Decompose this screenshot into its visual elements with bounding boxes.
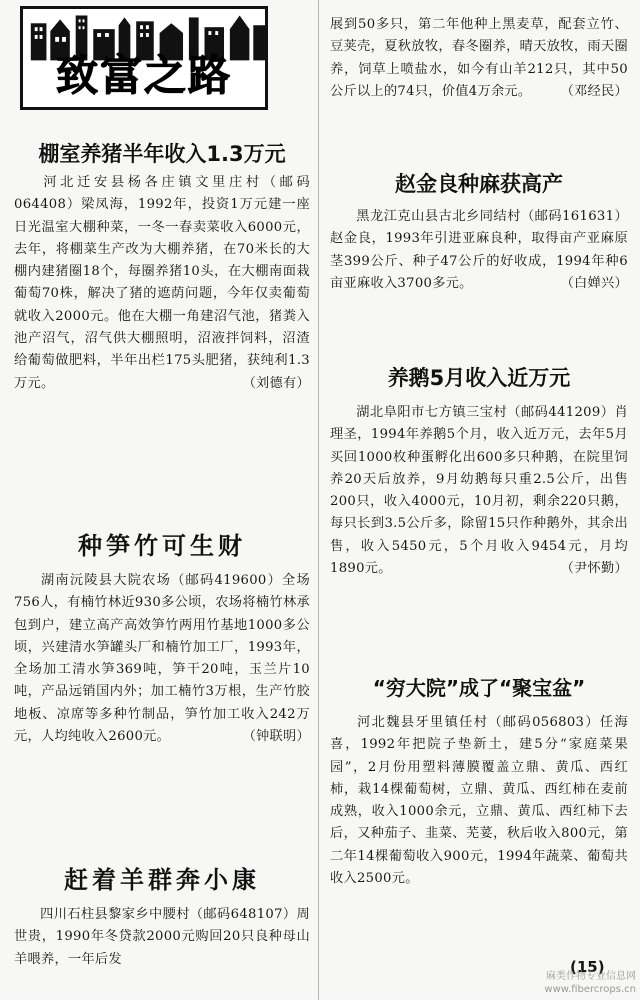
- article-text: 河北魏县牙里镇任村（邮码056803）任海喜，1992年把院子垫新土，建5分“家庭菜果园”，2月份用塑料薄膜覆盖立鼎、黄瓜、西红柿，栽14棵葡萄树，立鼎、黄瓜、西红柿在麦前成熟，收入1000余元，立鼎、黄瓜、西红柿下去后，又种茄子、韭菜、芜荽，秋后收入800元，第二年14棵葡萄收入900元，1994年蔬菜、葡萄共收入2500元。: [330, 715, 628, 887]
- article-byline: （刘德有）: [242, 375, 310, 391]
- article-body: [330, 206, 628, 295]
- article-headline: “穷大院”成了“聚宝盆”: [372, 676, 586, 700]
- site-watermark: [544, 970, 636, 996]
- article-headline: 养鹅5月收入近万元: [387, 366, 571, 390]
- article-headline: 种笋竹可生财: [78, 532, 246, 560]
- article-body: [330, 712, 628, 890]
- article-text: 河北迁安县杨各庄镇文里庄村（邮码064408）梁凤海，1992年，投资1万元建一座日光温室大棚种菜，一冬一春卖菜收入6000元，去年，将棚菜生产改为大棚养猪，在70米长的大棚内建猪圈18个，每圈养猪10头，在大棚南面栽葡萄70株，解决了猪的遮荫问题，今年仅卖葡萄就收入2000元。他在大棚一角建沼气池，猪粪入池产沼气，沼气供大棚照明，沼液拌饲料，沼渣给葡萄做肥料，半年出栏175头肥猪，获纯利1.3万元。: [14, 175, 310, 391]
- article-text: 黑龙江克山县古北乡同结村（邮码161631）赵金良，1993年引进亚麻良种，取得亩产亚麻原茎399公斤、种子47公斤的好收成，1994年种6亩亚麻收入3700多元。: [330, 209, 628, 291]
- article-byline: （邓经民）: [560, 83, 628, 99]
- article-text: 四川石柱县黎家乡中腰村（邮码648107）周世贵，1990年冬贷款2000元购回20只良种母山羊喂养，一年后发: [14, 907, 310, 967]
- article-body: [14, 172, 310, 395]
- article-headline: 赶着羊群奔小康: [64, 866, 260, 894]
- article-body: [14, 570, 310, 748]
- banner-title: 致富之路: [55, 51, 232, 100]
- article-text: 湖北阜阳市七方镇三宝村（邮码441209）肖理圣，1994年养鹅5个月，收入近万元，去年5月买回1000枚种蛋孵化出600多只种鹅，在院里饲养20天后放养，9月幼鹅每只重2.5公斤，出售200只，收入4000元，10月初，剩余220只鹅，每只长到3.5公斤多，除留15只作种鹅外，其余出售，收入5450元，5个月收入9454元，月均1890元。: [330, 405, 628, 577]
- column-banner: [20, 6, 268, 110]
- watermark-line: www.fibercrops.cn: [544, 984, 636, 995]
- article-body: [330, 14, 628, 103]
- article-body: [14, 904, 310, 971]
- article-byline: （白婵兴）: [560, 275, 628, 291]
- article-byline: （尹怀勤）: [560, 561, 628, 577]
- article-text: 展到50多只，第二年他种上黑麦草，配套立竹、豆荚壳，夏秋放牧，春冬圈养，晴天放牧，雨天圈养，饲草上喷盐水，如今有山羊212只，其中50公斤以上的74只，价值4万余元。: [330, 17, 628, 99]
- column-divider: [318, 0, 319, 1000]
- page-number: (15): [570, 958, 605, 976]
- article-headline: 赵金良种麻获高产: [395, 172, 563, 196]
- article-headline: 棚室养猪半年收入1.3万元: [38, 142, 286, 166]
- article-byline: （钟联明）: [242, 729, 310, 745]
- article-text: 湖南沅陵县大院农场（邮码419600）全场756人，有楠竹林近930多公顷，农场将楠竹林承包到户，建立高产高效笋竹两用竹基地1000多公顷，兴建清水笋罐头厂和楠竹加工厂，1993年，全场加工清水笋369吨，笋干20吨，玉兰片10吨，产品远销国内外；加工楠竹3万根，生产竹胶地板、凉席等多种竹制品，笋竹加工收入242万元，人均纯收入2600元。: [14, 573, 310, 745]
- watermark-line: 麻类作物专业信息网: [546, 971, 636, 982]
- article-body: [330, 402, 628, 580]
